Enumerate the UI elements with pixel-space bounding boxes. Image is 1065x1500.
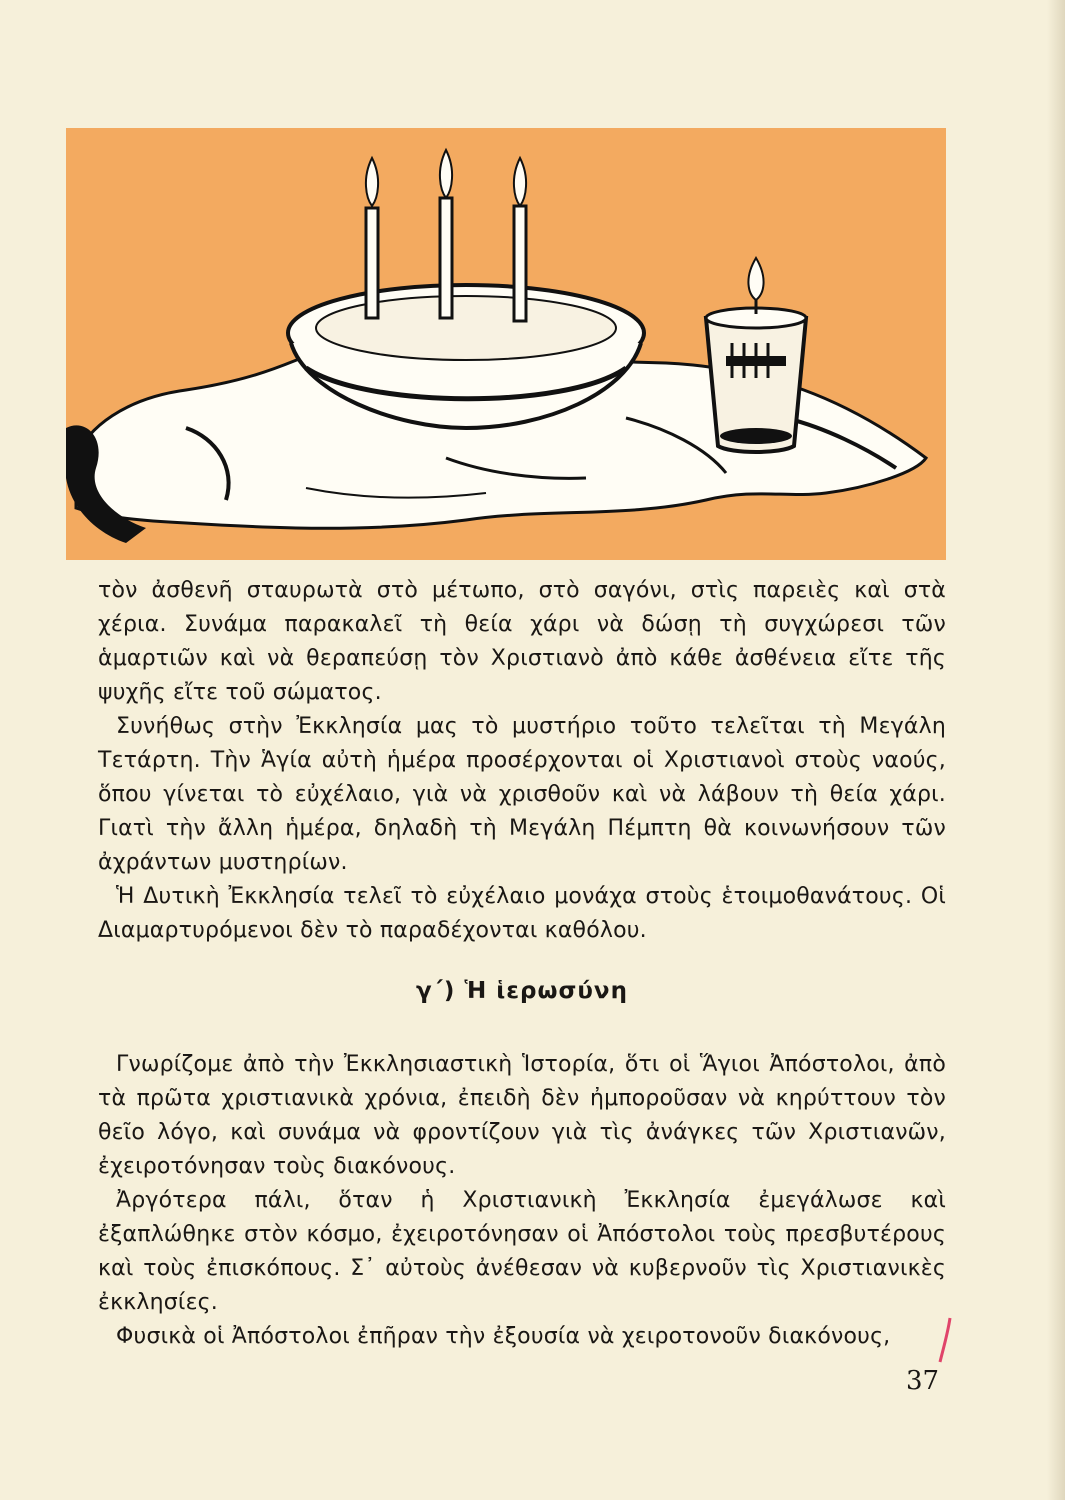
body-text (98, 574, 946, 1354)
illustration-candles-icon (66, 128, 946, 560)
section-heading: γ΄) Ἡ ἱερωσύνη (416, 978, 628, 1004)
paragraph-4: Γνωρίζομε ἀπὸ τὴν Ἐκκλησιαστικὴ Ἱστορία, ὅτι οἱ Ἅγιοι Ἀπόστολοι, ἀπὸ τὰ πρῶτα χριστιανικὰ χρόνια, ἐπειδὴ δὲν ἠμποροῦσαν νὰ κηρύττουν τὸν θεῖο λόγο, καὶ συνάμα νὰ φροντίζουν γιὰ τὶς ἀνάγκες τῶν Χριστιανῶν, ἐχειροτόνησαν τοὺς διακόνους. (98, 1052, 946, 1179)
paragraph-1: τὸν ἀσθενῆ σταυρωτὰ στὸ μέτωπο, στὸ σαγόνι, στὶς παρειὲς καὶ στὰ χέρια. Συνάμα παρακαλεῖ τὴ θεία χάρι νὰ δώσῃ τὴ συγχώρεσι τῶν ἁμαρτιῶν καὶ νὰ θεραπεύσῃ τὸν Χριστιανὸ ἀπὸ κάθε ἀσθένεια εἴτε τῆς ψυχῆς εἴτε τοῦ σώματος. (98, 578, 946, 705)
page-number: 37 (906, 1366, 940, 1396)
paragraph-5: Ἀργότερα πάλι, ὅταν ἡ Χριστιανικὴ Ἐκκλησία ἐμεγάλωσε καὶ ἐξαπλώθηκε στὸν κόσμο, ἐχειροτόνησαν οἱ Ἀπόστολοι τοὺς πρεσβυτέρους καὶ τοὺς ἐπισκόπους. Σ᾽ αὐτοὺς ἀνέθεσαν νὰ κυβερνοῦν τὶς Χριστιανικὲς ἐκκλησίες. (98, 1188, 946, 1315)
paragraph-3: Ἡ Δυτικὴ Ἐκκλησία τελεῖ τὸ εὐχέλαιο μονάχα στοὺς ἑτοιμοθανάτους. Οἱ Διαμαρτυρόμενοι δὲν τὸ παραδέχονται καθόλου. (98, 884, 946, 943)
paragraph-6: Φυσικὰ οἱ Ἀπόστολοι ἐπῆραν τὴν ἐξουσία νὰ χειροτονοῦν διακόνους, (116, 1324, 891, 1349)
pen-mark-icon (936, 1316, 958, 1364)
page-edge-shadow (1047, 0, 1065, 1500)
paragraph-2: Συνήθως στὴν Ἐκκλησία μας τὸ μυστήριο τοῦτο τελεῖται τὴ Μεγάλη Τετάρτη. Τὴν Ἁγία αὐτὴ ἡμέρα προσέρχονται οἱ Χριστιανοὶ στοὺς ναούς, ὅπου γίνεται τὸ εὐχέλαιο, γιὰ νὰ χρισθοῦν καὶ νὰ λάβουν τὴ θεία χάρι. Γιατὶ τὴν ἄλλη ἡμέρα, δηλαδὴ τὴ Μεγάλη Πέμπτη θὰ κοινωνήσουν τῶν ἀχράντων μυστηρίων. (98, 714, 946, 875)
